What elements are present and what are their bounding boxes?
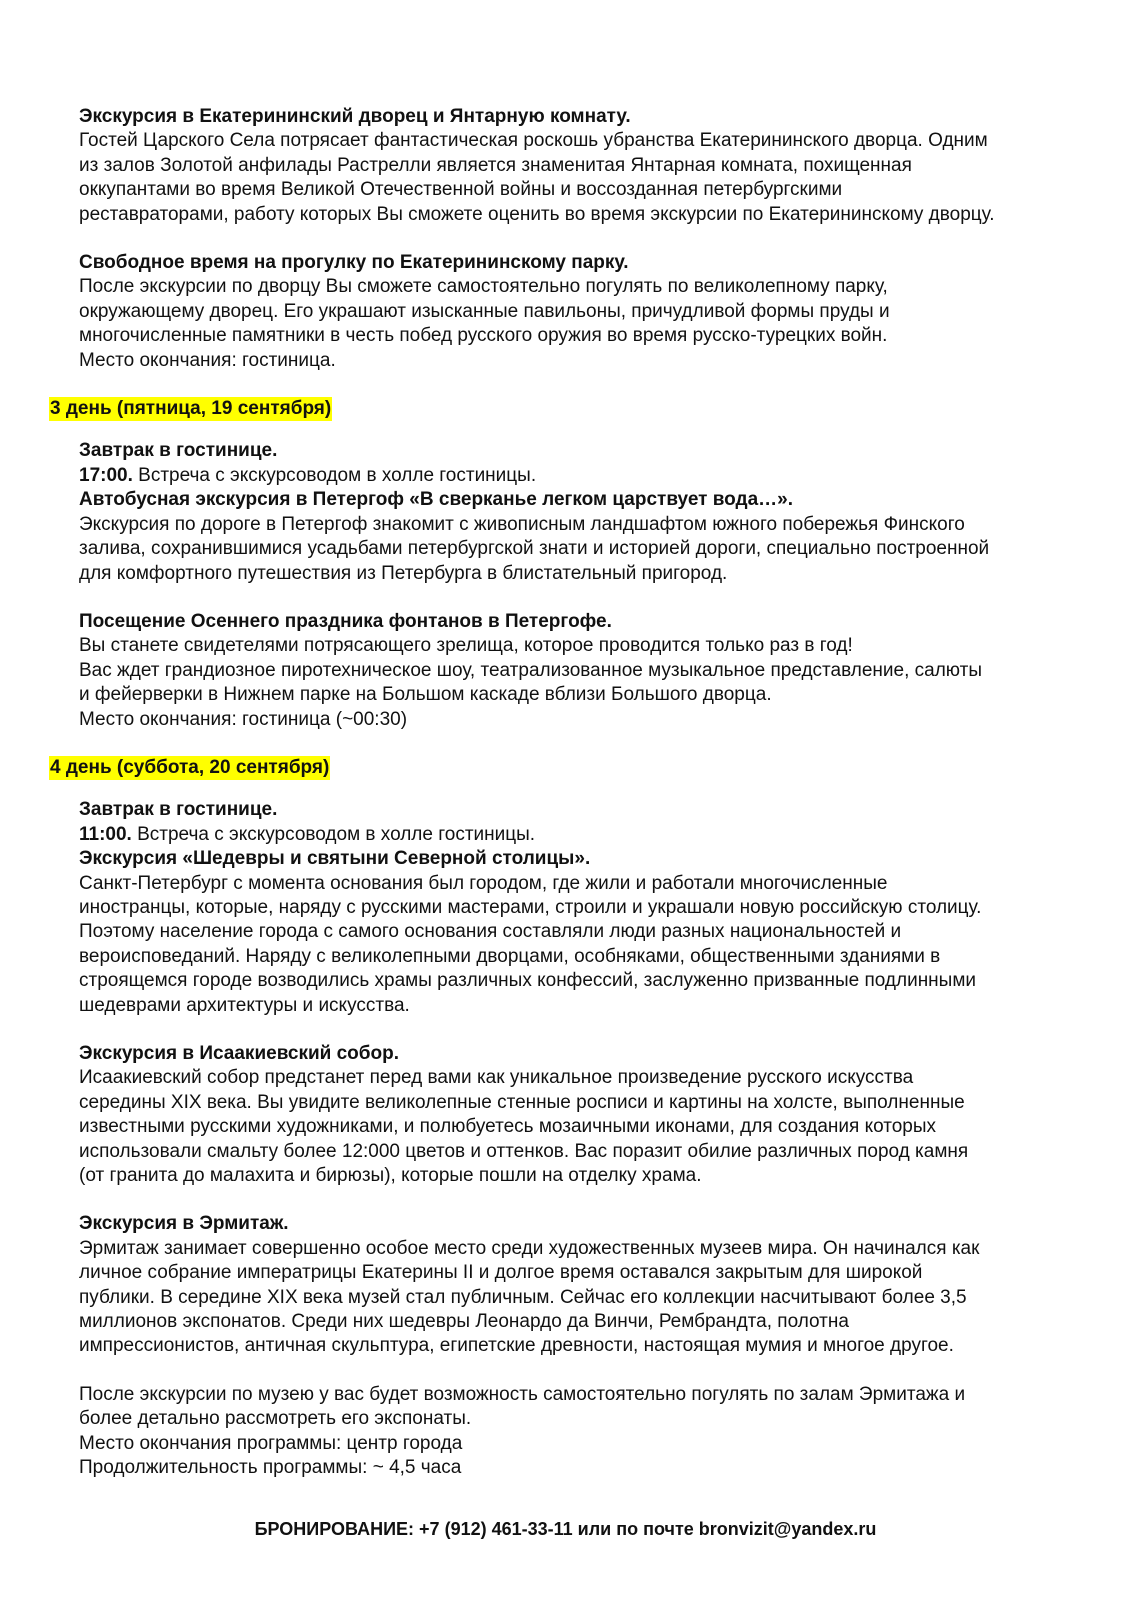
meeting-line: [79, 823, 1089, 847]
section-catherine-park: [79, 251, 1089, 373]
paragraph-line: Исаакиевский собор предстанет перед вами как уникальное произведение русского искусства: [79, 1067, 914, 1089]
day-heading-highlight: 4 день (суббота, 20 сентября): [50, 756, 330, 778]
paragraph-line: Поэтому население города с самого основания составляли люди разных национальностей и: [79, 921, 902, 943]
section-catherine-palace: [79, 105, 1089, 227]
booking-footer: БРОНИРОВАНИЕ: +7 (912) 461-33-11 или по почте bronvizit@yandex.ru: [254, 1519, 877, 1539]
paragraph-line: Место окончания: гостиница.: [79, 349, 336, 371]
paragraph-line: Место окончания: гостиница (~00:30): [79, 708, 408, 730]
paragraph-line: для комфортного путешествия из Петербурга в блистательный пригород.: [79, 562, 728, 584]
meeting-text: Встреча с экскурсоводом в холле гостиницы.: [131, 823, 536, 845]
section-hermitage: [79, 1212, 1089, 1358]
paragraph-line: оккупантами во время Великой Отечественной войны и воссозданная петербургскими: [79, 179, 843, 201]
closing-notes: [79, 1383, 1089, 1481]
program-content: [50, 105, 1089, 1481]
paragraph-line: строящемся городе возводились храмы различных конфессий, заслуженно призванные подлинными: [79, 970, 977, 992]
paragraph-line: из залов Золотой анфилады Растрелли является знаменитая Янтарная комната, похищенная: [79, 154, 912, 176]
breakfast-line: Завтрак в гостинице.: [79, 799, 278, 821]
paragraph-line: миллионов экспонатов. Среди них шедевры Леонардо да Винчи, Рембрандта, полотна: [79, 1311, 849, 1333]
paragraph-line: Гостей Царского Села потрясает фантастическая роскошь убранства Екатерининского дворца. Одним: [79, 130, 988, 152]
meeting-text: Встреча с экскурсоводом в холле гостиницы.: [132, 464, 537, 486]
day-heading-highlight: 3 день (пятница, 19 сентября): [50, 398, 332, 420]
section-title: Экскурсия в Эрмитаж.: [79, 1213, 289, 1235]
paragraph-line: вероисповеданий. Наряду с великолепными дворцами, особняками, общественными зданиями в: [79, 945, 941, 967]
paragraph-line: известными русскими художниками, и полюбуетесь мозаичными иконами, для создания которых: [79, 1116, 937, 1138]
day-4-intro: [79, 798, 1089, 1018]
section-title: Посещение Осеннего праздника фонтанов в Петергофе.: [79, 610, 612, 632]
paragraph-line: Санкт-Петербург с момента основания был городом, где жили и работали многочисленные: [79, 872, 888, 894]
paragraph-line: Эрмитаж занимает совершенно особое место среди художественных музеев мира. Он начинался как: [79, 1237, 980, 1259]
paragraph-line: многочисленные памятники в честь побед русского оружия во время русско-турецких войн.: [79, 325, 888, 347]
meeting-time: 17:00.: [79, 464, 133, 486]
paragraph-line: иностранцы, которые, наряду с русскими мастерами, строили и украшали новую российскую столицу.: [79, 896, 982, 918]
paragraph-line: шедеврами архитектуры и искусства.: [79, 994, 410, 1016]
paragraph-line: личное собрание императрицы Екатерины II и долгое время оставался закрытым для широкой: [79, 1262, 923, 1284]
section-isaac-cathedral: [79, 1042, 1089, 1188]
paragraph-line: Вы станете свидетелями потрясающего зрелища, которое проводится только раз в год!: [79, 635, 853, 657]
paragraph-line: импрессионистов, античная скульптура, египетские древности, настоящая мумия и многое другое.: [79, 1335, 954, 1357]
section-title: Автобусная экскурсия в Петергоф «В сверканье легком царствует вода…».: [79, 489, 794, 511]
paragraph-line: и фейерверки в Нижнем парке на Большом каскаде вблизи Большого дворца.: [79, 684, 772, 706]
section-fountain-festival: [79, 610, 1089, 732]
paragraph-line: использовали смальту более 12:000 цветов и оттенков. Вас поразит обилие различных пород камня: [79, 1140, 969, 1162]
meeting-line: [79, 464, 1089, 488]
paragraph-line: окружающему дворец. Его украшают изысканные павильоны, причудливой формы пруды и: [79, 300, 890, 322]
day-3-intro: [79, 439, 1089, 585]
paragraph-line: залива, сохранившимися усадьбами петербургской знати и историей дороги, специально построенной: [79, 538, 990, 560]
section-title: Экскурсия в Екатерининский дворец и Янтарную комнату.: [79, 106, 631, 127]
paragraph-line: Экскурсия по дороге в Петергоф знакомит с живописным ландшафтом южного побережья Финского: [79, 513, 965, 535]
section-title: Экскурсия «Шедевры и святыни Северной столицы».: [79, 848, 591, 870]
paragraph-line: После экскурсии по дворцу Вы сможете самостоятельно погулять по великолепному парку,: [79, 276, 888, 298]
paragraph-line: реставраторами, работу которых Вы сможете оценить во время экскурсии по Екатерининскому дворцу.: [79, 203, 995, 225]
breakfast-line: Завтрак в гостинице.: [79, 440, 278, 462]
paragraph-line: середины XIX века. Вы увидите великолепные стенные росписи и картины на холсте, выполненные: [79, 1091, 965, 1113]
meeting-time: 11:00.: [79, 823, 132, 845]
duration-line: Продолжительность программы: ~ 4,5 часа: [79, 1457, 462, 1479]
paragraph-line: публики. В середине XIX века музей стал публичным. Сейчас его коллекции насчитывают более 3,5: [79, 1286, 967, 1308]
paragraph-line: (от гранита до малахита и бирюзы), которые пошли на отделку храма.: [79, 1165, 702, 1187]
section-title: Свободное время на прогулку по Екатерининскому парку.: [79, 252, 629, 274]
paragraph-line: После экскурсии по музею у вас будет возможность самостоятельно погулять по залам Эрмитажа и: [79, 1383, 966, 1405]
section-title: Экскурсия в Исаакиевский собор.: [79, 1043, 400, 1064]
day-4-heading: [49, 756, 1089, 780]
paragraph-line: более детально рассмотреть его экспонаты.: [79, 1408, 472, 1430]
end-location-line: Место окончания программы: центр города: [79, 1432, 463, 1454]
day-3-heading: [49, 397, 1089, 421]
paragraph-line: Вас ждет грандиозное пиротехническое шоу, театрализованное музыкальное представление, салюты: [79, 659, 982, 681]
